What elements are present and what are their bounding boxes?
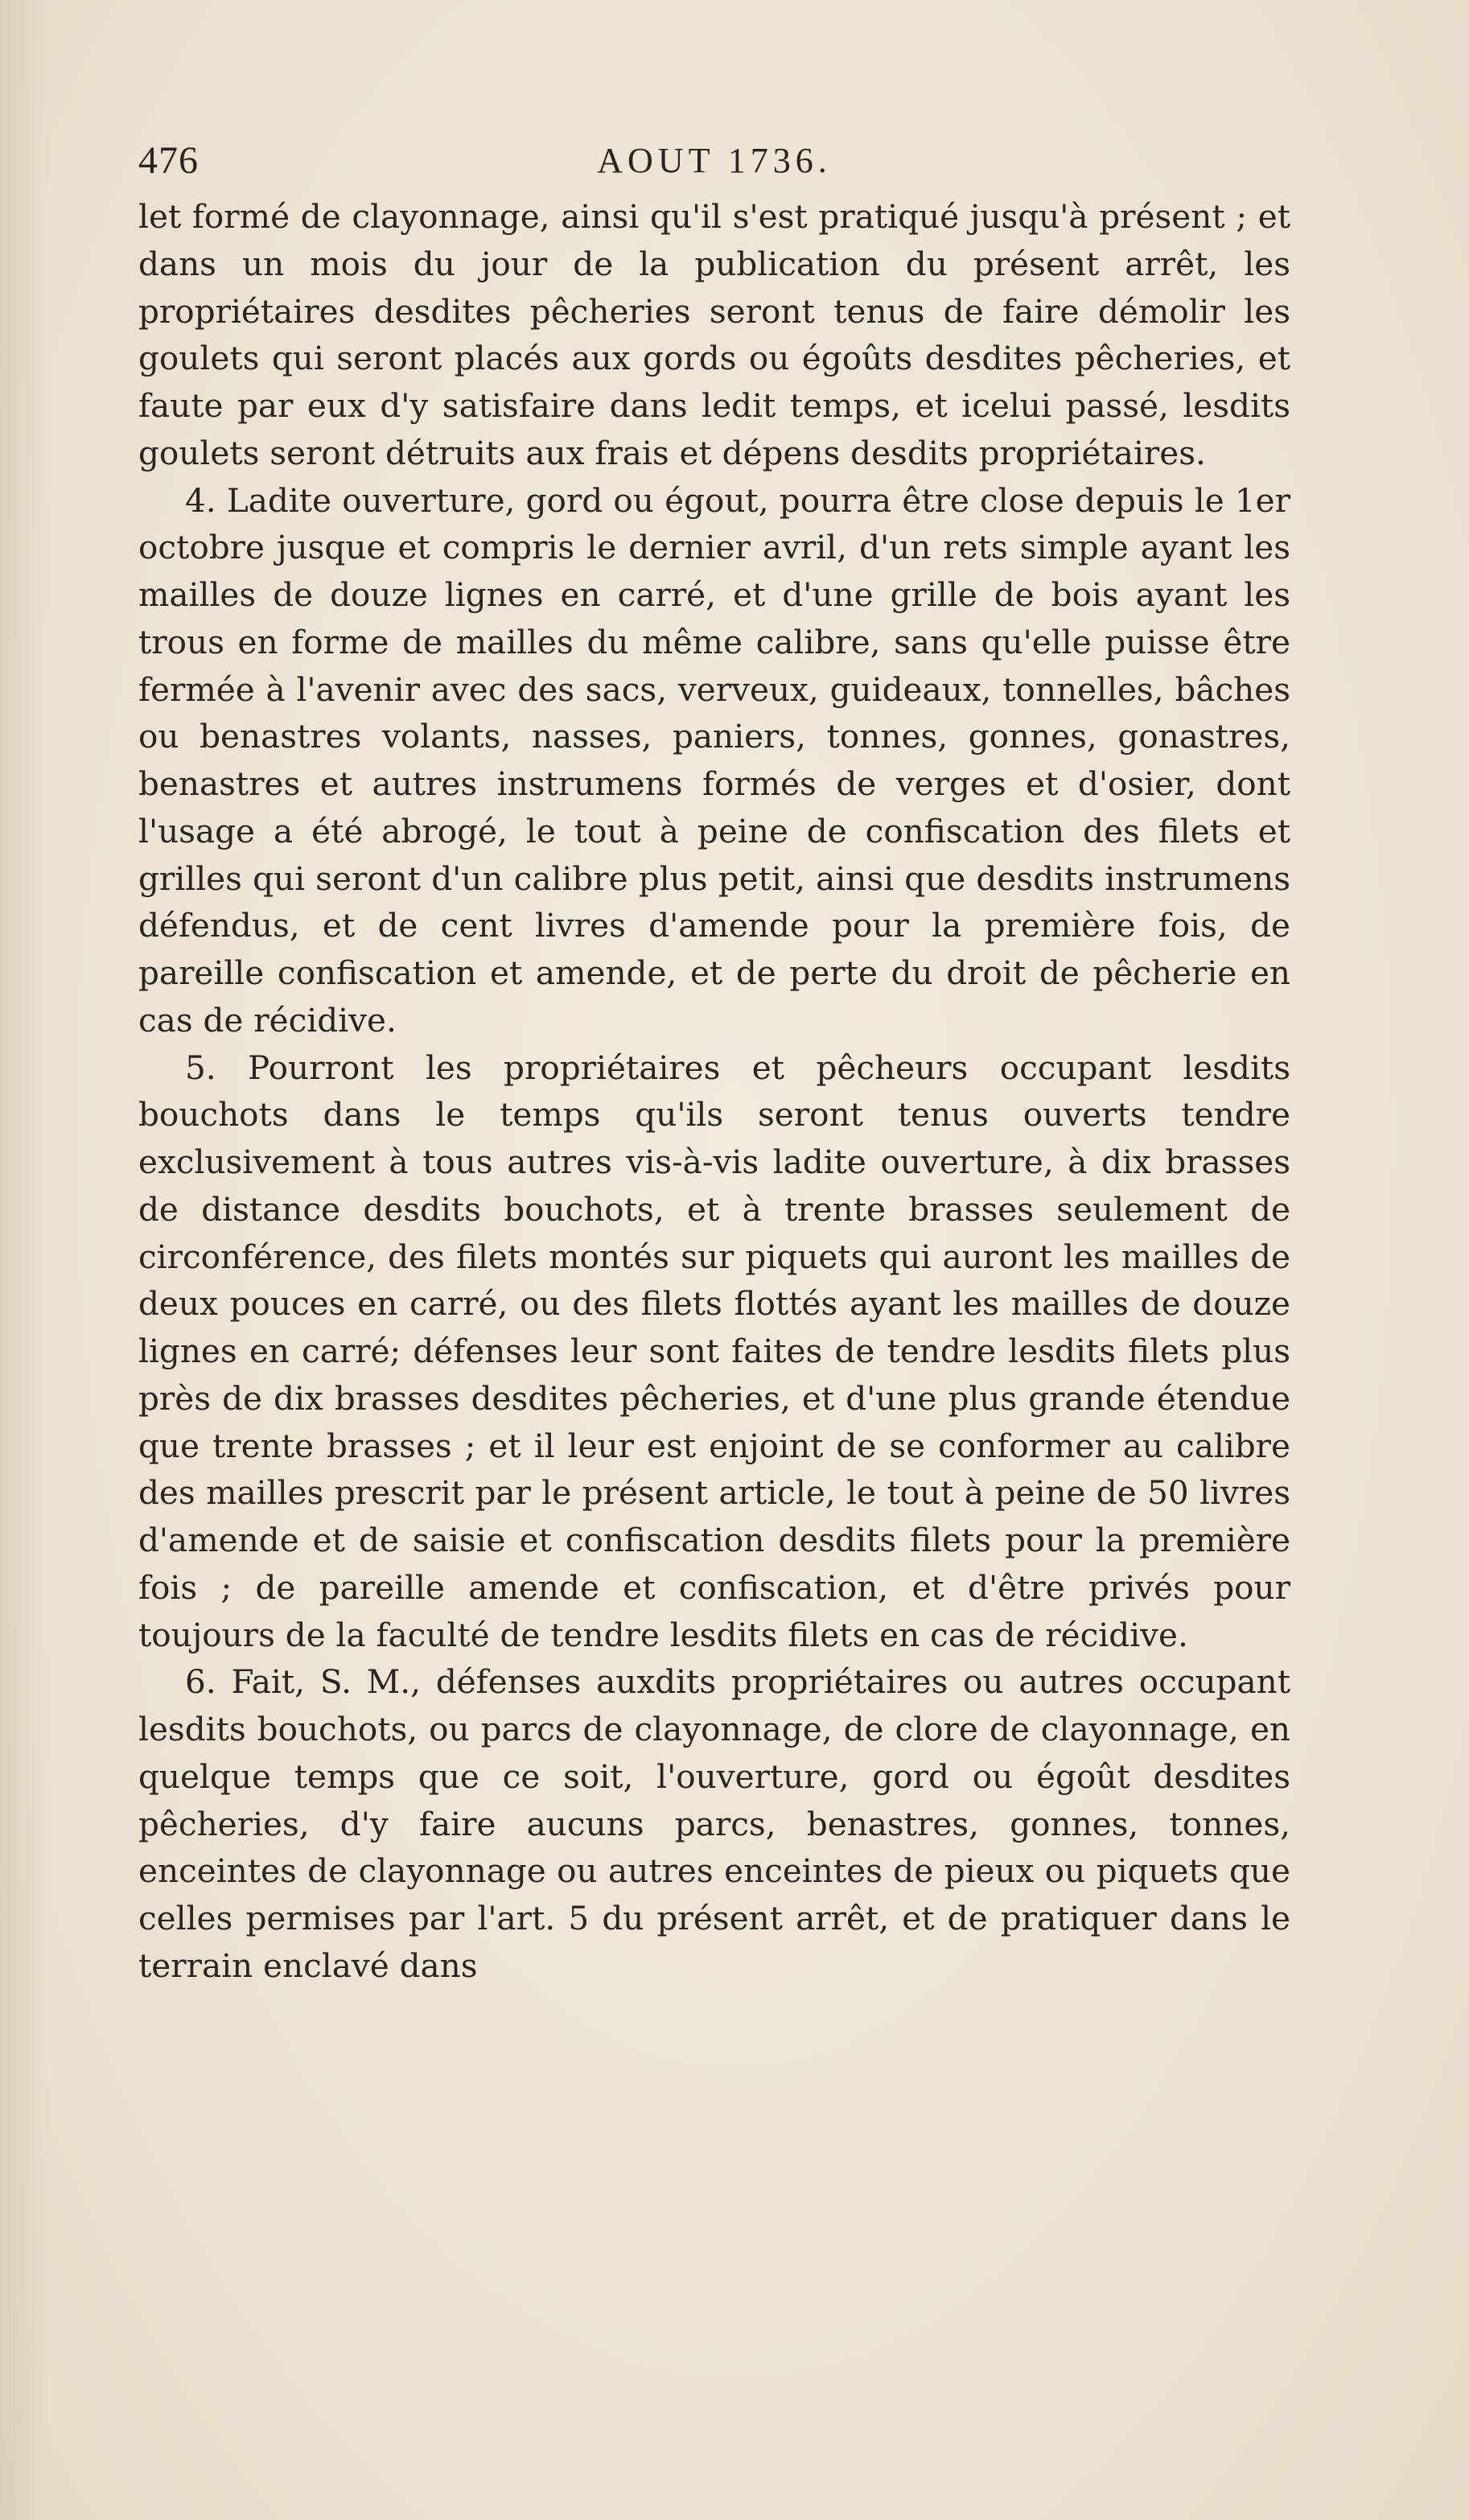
page-content [138, 137, 1290, 1990]
paragraph-continuation: let formé de clayonnage, ainsi qu'il s'est pratiqué jusqu'à présent ; et dans un mois du jour de la publication du présent arrêt, les propriétaires desdites pêcheries seront tenus de faire démolir les goulets qui seront placés aux gords ou égoûts desdites pêcheries, et faute par eux d'y satisfaire dans ledit temps, et icelui passé, lesdits goulets seront détruits aux frais et dépens desdits propriétaires. [138, 197, 1290, 472]
paragraph-article-4: 4. Ladite ouverture, gord ou égout, pourra être close depuis le 1er octobre jusque et compris le dernier avril, d'un rets simple ayant les mailles de douze lignes en carré, et d'une grille de bois ayant les trous en forme de mailles du même calibre, sans qu'elle puisse être fermée à l'avenir avec des sacs, verveux, guideaux, tonnelles, bâches ou benastres volants, nasses, paniers, tonnes, gonnes, gonastres, benastres et autres instrumens formés de verges et d'osier, dont l'usage a été abrogé, le tout à peine de confiscation des filets et grilles qui seront d'un calibre plus petit, ainsi que desdits instrumens défendus, et de cent livres d'amende pour la première fois, de pareille confiscation et amende, et de perte du droit de pêcherie en cas de récidive. [138, 480, 1290, 1040]
page-fold-shadow [0, 0, 48, 2520]
page-header [138, 137, 1290, 193]
running-head: AOUT 1736. [597, 141, 832, 180]
page-number: 476 [138, 139, 199, 182]
body-text [138, 193, 1290, 1990]
paragraph-article-5: 5. Pourront les propriétaires et pêcheurs occupant lesdits bouchots dans le temps qu'ils seront tenus ouverts tendre exclusivement à tous autres vis-à-vis ladite ouverture, à dix brasses de distance desdits bouchots, et à trente brasses seulement de circonférence, des filets montés sur piquets qui auront les mailles de deux pouces en carré, ou des filets flottés ayant les mailles de douze lignes en carré; défenses leur sont faites de tendre lesdits filets plus près de dix brasses desdites pêcheries, et d'une plus grande étendue que trente brasses ; et il leur est enjoint de se conformer au calibre des mailles prescrit par le présent article, le tout à peine de 50 livres d'amende et de saisie et confiscation desdits filets pour la première fois ; de pareille amende et confiscation, et d'être privés pour toujours de la faculté de tendre lesdits filets en cas de récidive. [138, 1048, 1290, 1654]
paragraph-article-6: 6. Fait, S. M., défenses auxdits propriétaires ou autres occupant lesdits bouchots, ou parcs de clayonnage, de clore de clayonnage, en quelque temps que ce soit, l'ouverture, gord ou égoût desdites pêcheries, d'y faire aucuns parcs, benastres, gonnes, tonnes, enceintes de clayonnage ou autres enceintes de pieux ou piquets que celles permises par l'art. 5 du présent arrêt, et de pratiquer dans le terrain enclavé dans [138, 1662, 1290, 1985]
